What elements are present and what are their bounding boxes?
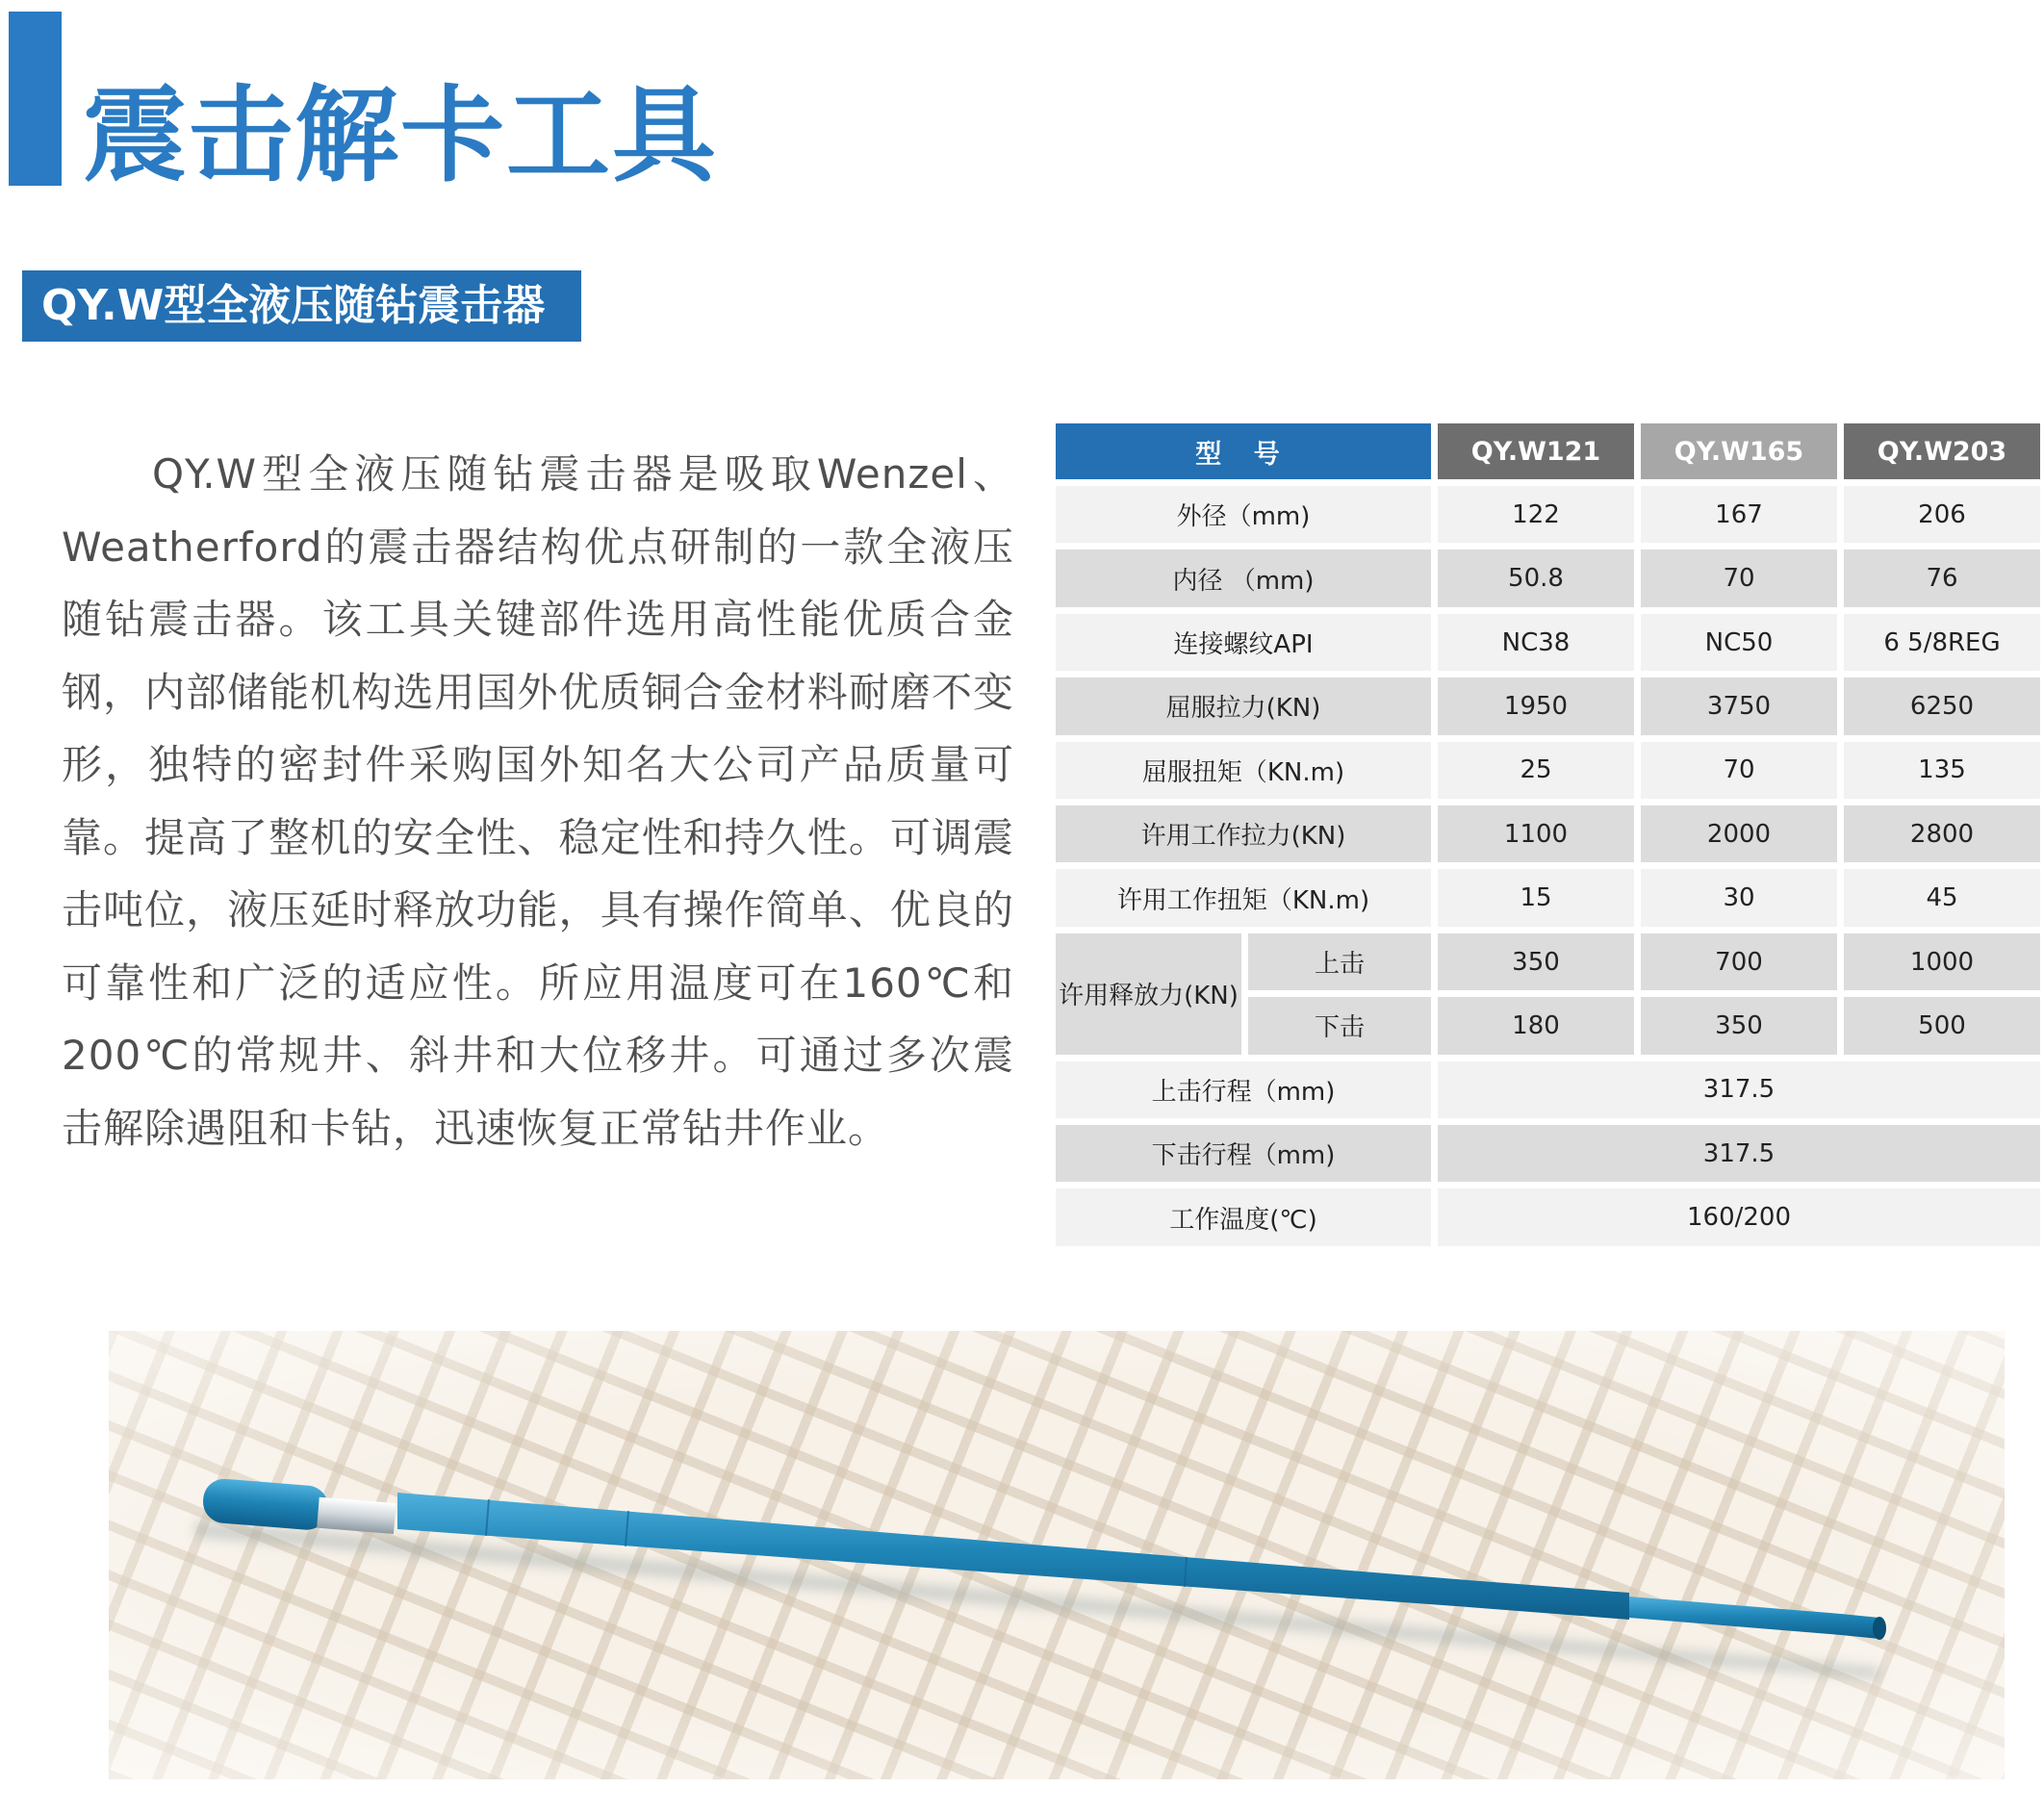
- cell-value: 350: [1438, 933, 1634, 990]
- release-force-label: 许用释放力(KN): [1056, 933, 1241, 1055]
- table-row: [1056, 1125, 2040, 1182]
- table-row: [1056, 486, 2040, 543]
- cell-value: 500: [1844, 997, 2040, 1054]
- row-label: 许用工作扭矩（KN.m): [1056, 869, 1431, 926]
- cell-value: 50.8: [1438, 549, 1634, 606]
- cell-value: 317.5: [1438, 1125, 2040, 1182]
- product-description: QY.W型全液压随钻震击器是吸取Wenzel、Weatherford的震击器结构优点研制的一款全液压随钻震击器。该工具关键部件选用高性能优质合金钢，内部储能机构选用国外优质铜合金材料耐磨不变形，独特的密封件采购国外知名大公司产品质量可靠。提高了整机的安全性、稳定性和持久性。可调震击吨位，液压延时释放功能，具有操作简单、优良的可靠性和广泛的适应性。所应用温度可在160℃和200℃的常规井、斜井和大位移井。可通过多次震击解除遇阻和卡钻，迅速恢复正常钻井作业。: [62, 450, 1014, 1152]
- table-row: [1056, 869, 2040, 926]
- cell-value: 45: [1844, 869, 2040, 926]
- row-label: 屈服拉力(KN): [1056, 677, 1431, 734]
- cell-value: 317.5: [1438, 1061, 2040, 1118]
- row-label: 屈服扭矩（KN.m): [1056, 742, 1431, 799]
- row-label: 外径（mm): [1056, 486, 1431, 543]
- row-label: 工作温度(℃): [1056, 1188, 1431, 1246]
- table-row-release-up: [1056, 933, 2040, 990]
- cell-value: 122: [1438, 486, 1634, 543]
- cell-value: 2000: [1641, 805, 1837, 862]
- header-model: QY.W121: [1438, 423, 1634, 479]
- table-row: [1056, 805, 2040, 862]
- cell-value: 1000: [1844, 933, 2040, 990]
- table-row: [1056, 677, 2040, 734]
- cell-value: 206: [1844, 486, 2040, 543]
- header-type-label: 型 号: [1056, 423, 1431, 479]
- row-label: 内径 （mm): [1056, 549, 1431, 606]
- title-accent-bar: [9, 12, 62, 186]
- table-row: [1056, 1188, 2040, 1246]
- cell-value: 3750: [1641, 677, 1837, 734]
- spec-table: [1049, 417, 2044, 1253]
- header-model: QY.W165: [1641, 423, 1837, 479]
- row-label: 下击行程（mm): [1056, 1125, 1431, 1182]
- table-row: [1056, 614, 2040, 671]
- table-header-row: [1056, 423, 2040, 479]
- cell-value: 1950: [1438, 677, 1634, 734]
- section-subtitle: QY.W型全液压随钻震击器: [22, 270, 581, 342]
- row-label: 上击行程（mm): [1056, 1061, 1431, 1118]
- cell-value: 6 5/8REG: [1844, 614, 2040, 671]
- table-row: [1056, 1061, 2040, 1118]
- header-model: QY.W203: [1844, 423, 2040, 479]
- cell-value: 15: [1438, 869, 1634, 926]
- tool-chrome-mandrel: [317, 1497, 396, 1534]
- drilling-jar-illustration: [109, 1331, 2005, 1779]
- row-sublabel: 下击: [1248, 997, 1431, 1054]
- cell-value: 350: [1641, 997, 1837, 1054]
- cell-value: 6250: [1844, 677, 2040, 734]
- cell-value: NC38: [1438, 614, 1634, 671]
- table-row: [1056, 549, 2040, 606]
- page-title: 震击解卡工具: [83, 76, 719, 196]
- cell-value: 135: [1844, 742, 2040, 799]
- cell-value: 25: [1438, 742, 1634, 799]
- cell-value: 700: [1641, 933, 1837, 990]
- cell-value: 180: [1438, 997, 1634, 1054]
- cell-value: 76: [1844, 549, 2040, 606]
- tool-end: [1873, 1617, 1886, 1640]
- cell-value: 2800: [1844, 805, 2040, 862]
- cell-value: 167: [1641, 486, 1837, 543]
- row-label: 许用工作拉力(KN): [1056, 805, 1431, 862]
- tool-top-sub: [201, 1477, 329, 1531]
- table-row: [1056, 742, 2040, 799]
- cell-value: 1100: [1438, 805, 1634, 862]
- product-photo: [109, 1331, 2005, 1779]
- tool-bottom-sub: [1629, 1597, 1879, 1639]
- cell-value: 70: [1641, 549, 1837, 606]
- cell-value: 70: [1641, 742, 1837, 799]
- cell-value: 30: [1641, 869, 1837, 926]
- cell-value: 160/200: [1438, 1188, 2040, 1246]
- cell-value: NC50: [1641, 614, 1837, 671]
- row-sublabel: 上击: [1248, 933, 1431, 990]
- row-label: 连接螺纹API: [1056, 614, 1431, 671]
